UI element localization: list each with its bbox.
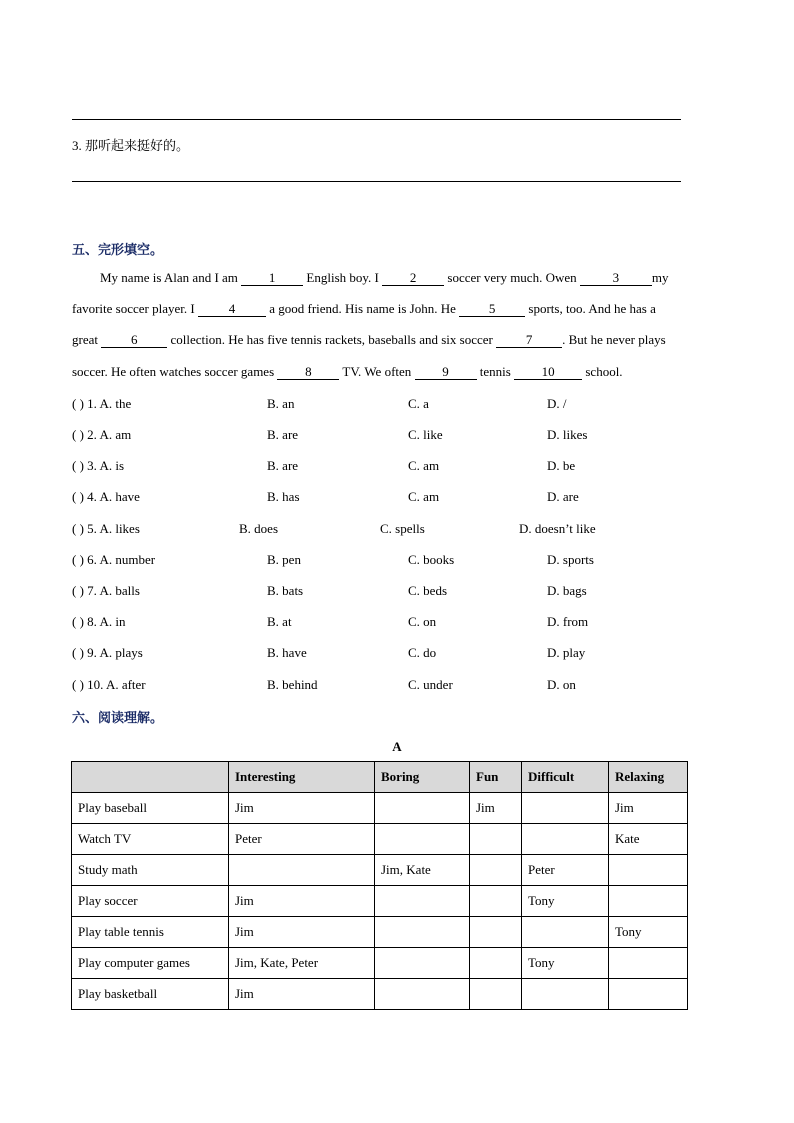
blank-9[interactable]: 9 [415,365,477,380]
table-cell: Play basketball [72,979,229,1010]
question-3-option-c[interactable]: C. am [408,458,440,473]
question-2-option-c[interactable]: C. like [408,427,443,442]
table-header-cell: Difficult [522,762,609,793]
table-cell: Play baseball [72,793,229,824]
question-1-option-a[interactable]: ( ) 1. A. the [72,396,132,411]
blank-8[interactable]: 8 [277,365,339,380]
table-cell: Jim [609,793,688,824]
question-8-option-d[interactable]: D. from [547,614,589,629]
question-6-option-a[interactable]: ( ) 6. A. number [72,552,156,567]
table-row [72,917,688,948]
blank-3[interactable]: 3 [580,271,652,286]
table-cell: Jim [229,886,375,917]
table-cell: Play computer games [72,948,229,979]
table-row [72,948,688,979]
table-header-cell: Relaxing [609,762,688,793]
table-cell [522,824,609,855]
question-3-option-d[interactable]: D. be [547,458,576,473]
question-6-option-b[interactable]: B. pen [267,552,301,567]
table-cell [470,855,522,886]
table-cell [375,948,470,979]
table-cell [470,886,522,917]
table-header-cell: Boring [375,762,470,793]
passage-line-2: favorite soccer player. I 4 a good friend. His name is John. He 5 sports, too. And he has a [72,301,656,316]
table-cell: Tony [609,917,688,948]
question-9-option-c[interactable]: C. do [408,645,437,660]
question-2-option-d[interactable]: D. likes [547,427,588,442]
table-cell: Tony [522,948,609,979]
blank-7[interactable]: 7 [496,333,562,348]
question-9-option-a[interactable]: ( ) 9. A. plays [72,645,143,660]
question-4-option-c[interactable]: C. am [408,489,440,504]
question-6-option-c[interactable]: C. books [408,552,455,567]
table-row [72,855,688,886]
table-cell: Jim [229,917,375,948]
table-cell: Study math [72,855,229,886]
question-7-option-c[interactable]: C. beds [408,583,447,598]
table-header-row [72,762,688,793]
table-row [72,793,688,824]
question-5-option-c[interactable]: C. spells [380,521,425,536]
table-cell: Jim, Kate, Peter [229,948,375,979]
table-cell: Jim, Kate [375,855,470,886]
blank-10[interactable]: 10 [514,365,582,380]
question-4-option-d[interactable]: D. are [547,489,579,504]
question-4-option-a[interactable]: ( ) 4. A. have [72,489,140,504]
table-cell: Kate [609,824,688,855]
table-cell [609,855,688,886]
question-3-option-a[interactable]: ( ) 3. A. is [72,458,124,473]
table-cell: Peter [522,855,609,886]
table-header-cell: Interesting [229,762,375,793]
table-cell [375,886,470,917]
table-cell [522,917,609,948]
table-cell [375,979,470,1010]
table-cell [522,793,609,824]
table-cell [470,917,522,948]
question-8-option-b[interactable]: B. at [267,614,292,629]
table-cell: Play table tennis [72,917,229,948]
question-10-option-c[interactable]: C. under [408,677,453,692]
question-5-option-b[interactable]: B. does [239,521,278,536]
passage-line-1: My name is Alan and I am 1 English boy. I 2 soccer very much. Owen 3 my [100,270,669,285]
question-7-option-d[interactable]: D. bags [547,583,587,598]
table-cell: Watch TV [72,824,229,855]
translation-question-3: 3. 那听起来挺好的。 [72,138,190,153]
question-1-option-b[interactable]: B. an [267,396,295,411]
question-1-option-d[interactable]: D. / [547,396,567,411]
table-cell [229,855,375,886]
question-8-option-c[interactable]: C. on [408,614,437,629]
question-10-option-a[interactable]: ( ) 10. A. after [72,677,146,692]
table-cell: Tony [522,886,609,917]
answer-line-3 [72,181,681,182]
table-cell: Play soccer [72,886,229,917]
question-5-option-a[interactable]: ( ) 5. A. likes [72,521,140,536]
section-6-heading: 六、阅读理解。 [72,711,164,726]
question-9-option-d[interactable]: D. play [547,645,586,660]
question-6-option-d[interactable]: D. sports [547,552,594,567]
question-4-option-b[interactable]: B. has [267,489,300,504]
answer-line-2 [72,119,681,120]
table-row [72,886,688,917]
question-10-option-b[interactable]: B. behind [267,677,318,692]
table-cell: Jim [229,979,375,1010]
blank-5[interactable]: 5 [459,302,525,317]
question-3-option-b[interactable]: B. are [267,458,299,473]
question-2-option-b[interactable]: B. are [267,427,299,442]
table-cell [609,979,688,1010]
question-7-option-b[interactable]: B. bats [267,583,304,598]
table-row [72,979,688,1010]
table-cell [375,793,470,824]
table-cell [522,979,609,1010]
question-10-option-d[interactable]: D. on [547,677,576,692]
passage-label: A [392,739,402,754]
blank-2[interactable]: 2 [382,271,444,286]
table-cell [470,979,522,1010]
table-row [72,824,688,855]
section-5-heading: 五、完形填空。 [72,243,164,258]
table-cell [470,824,522,855]
activity-table [71,761,688,1010]
question-7-option-a[interactable]: ( ) 7. A. balls [72,583,140,598]
table-cell [375,917,470,948]
table-header-cell [72,762,229,793]
blank-4[interactable]: 4 [198,302,266,317]
table-cell: Jim [470,793,522,824]
table-cell [609,886,688,917]
table-cell: Peter [229,824,375,855]
question-5-option-d[interactable]: D. doesn’t like [519,521,596,536]
passage-line-4: soccer. He often watches soccer games 8 TV. We often 9 tennis 10 school. [72,364,623,379]
table-cell [470,948,522,979]
question-8-option-a[interactable]: ( ) 8. A. in [72,614,126,629]
blank-6[interactable]: 6 [101,333,167,348]
passage-line-3: great 6 collection. He has five tennis rackets, baseballs and six soccer 7 . But he never plays [72,332,666,347]
table-cell: Jim [229,793,375,824]
table-cell [375,824,470,855]
blank-1[interactable]: 1 [241,271,303,286]
table-header-cell: Fun [470,762,522,793]
question-2-option-a[interactable]: ( ) 2. A. am [72,427,132,442]
question-9-option-b[interactable]: B. have [267,645,307,660]
question-1-option-c[interactable]: C. a [408,396,429,411]
table-cell [609,948,688,979]
